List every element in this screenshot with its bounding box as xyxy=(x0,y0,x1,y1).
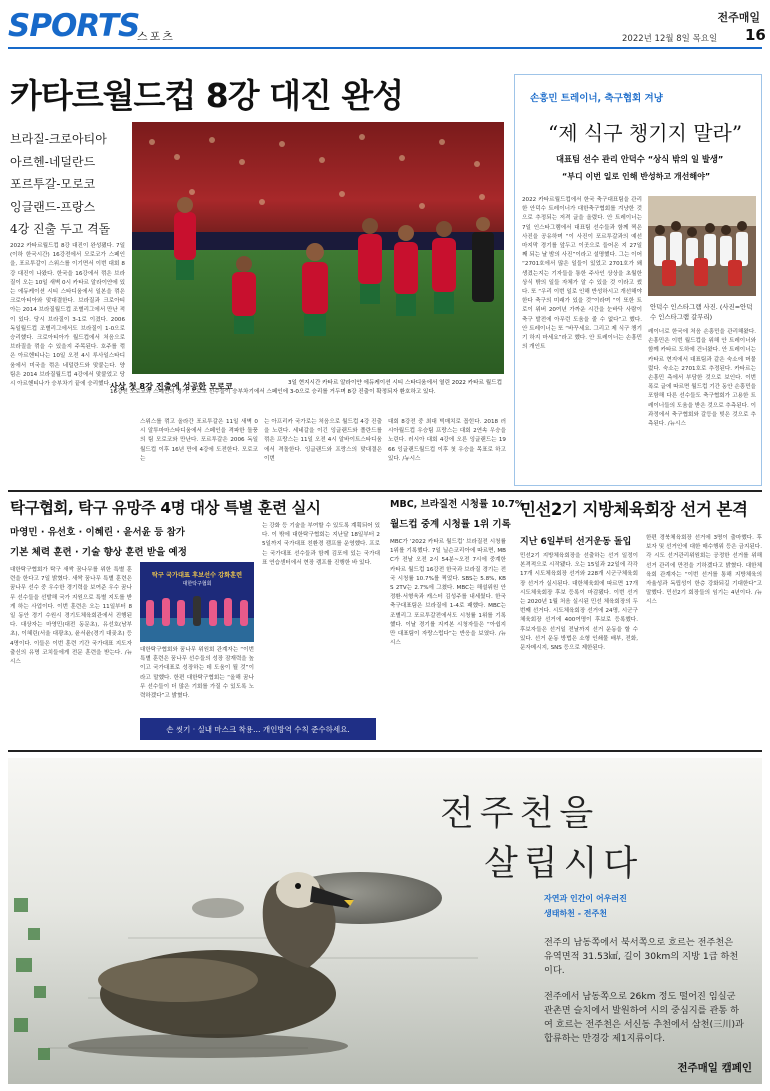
tabletennis-body2: 는 강화 등 기술을 부여할 수 있도록 계획되어 있다. 이 밖에 대한탁구협회는 지난달 18일부터 25일까지 국가대표 친환경 캠프를 운영했다. 프로는 국가대표 선수들과 함께 김포에 있는 국가대표 연습센터에서 현장 캠프를 진행한 바 있다. xyxy=(262,523,380,566)
matchup-item: 4강 진출 두고 격돌 xyxy=(10,222,111,236)
ad-tagline1: 자연과 인간이 어우러진 xyxy=(544,894,627,903)
matchup-item: 포르투갈-모로코 xyxy=(10,177,96,191)
section-title-ko: 스포츠 xyxy=(137,30,175,43)
tabletennis-body3: 대한탁구협회와 꿈나무 위원회 관계자는 “이번 특별 훈련은 꿈나무 선수들의 성장 잠재력을 높이고 국가대표로 성장하는 데 도움이 될 것”이라고 말했다. 한편 대한탁구협회는 “올해 꿈나무 선수들이 더 많은 기회를 가질 수 있도록 노력하겠다”고 밝혔다. xyxy=(140,647,254,700)
tabletennis-body1: 대한탁구협회가 탁구 새싹 꿈나무를 위한 특별 훈련을 한다고 7일 밝혔다. 새싹 꿈나무 특별 훈련은 꿈나무 선수 중 우수한 경기력을 보여준 우수 꿈나무 선수들을 선발해 국가 지원으로 특별 지도를 받게 하는 사업이다. 이번 훈련은 오는 11일부터 8일 동안 경기 수원시 경기도체육회관에서 진행된다. 대상자는 마영민(대전 동문초), 유선호(남부초), 이혜린(서울 대광초), 윤서윤(경기 대곶초) 등 4명이다. 이들은 이번 훈련 기간 국가대표 지도자 출신의 유명 코치들에게 전문 훈련을 받는다. /뉴시스 xyxy=(10,567,132,666)
morocco-celebration-image xyxy=(132,122,504,374)
player-figure xyxy=(209,600,217,626)
lead-body-col4: 대회 8강전 중 최대 빅매치로 꼽힌다. 2018 러시아월드컵 우승팀 프랑스는 대회 2연속 우승을 노린다. 러시아 대회 4강에 오른 잉글랜드는 1966 잉글랜드월드컵 이후 첫 우승을 목표로 하고 있다. /뉴시스 xyxy=(388,419,506,462)
side-sub2: “부디 이번 일로 인해 반성하고 개선해야” xyxy=(562,172,711,181)
page-number: 16 xyxy=(745,26,766,44)
side-photo xyxy=(648,196,756,296)
matchup-item: 잉글랜드-프랑스 xyxy=(10,199,96,214)
matchup-item: 브라질-크로아티아 xyxy=(10,132,107,146)
side-kicker: 손흥민 트레이너, 축구협회 겨냥 xyxy=(530,93,663,104)
ad-paragraph2: 전주에서 남동쪽으로 26km 정도 떨어진 임실군 관촌면 슬치에서 발원하여 시의 중심지를 관통 하여 흐르는 전주천은 서신동 추천에서 삼천(三川)과 합류하는 만경강 제1지류이다. xyxy=(544,991,744,1044)
lead-body-col2: 스위스를 꺾고 올라간 포르투갈은 11일 새벽 0시 알투마마스타디움에서 스페인을 격파한 돌풍의 팀 모로코와 만난다. 포르투갈은 2006 독일월드컵 이후 16년 만에 4강에 도전한다. 모로코는 xyxy=(140,419,258,462)
player-figure xyxy=(146,600,154,626)
player-figure xyxy=(193,596,201,626)
tabletennis-headline: 탁구협회, 탁구 유망주 4명 대상 특별 훈련 실시 xyxy=(10,499,321,517)
ad-sponsor: 전주매일 캠페인 xyxy=(677,1062,752,1074)
paper-name: 전주매일 xyxy=(717,11,760,24)
election-body1: 민선2기 지방체육회장을 선출하는 선거 일정이 본격적으로 시작됐다. 오는 15일과 22일에 각각 17개 시도체육회장 선거와 228개 시군구체육회장 선거가 실시된다. 대한체육회에 따르면 17개 시도체육회장 후보 등록이 마감됐다. 이번 선거는 2020년 1월 처음 실시된 민선 체육회장의 두 번째 선거다. 시도체육회장 선거에 24명, 시군구체육회장 선거에 400여명이 후보로 등록했다. 후보자들은 선거일 전날까지 선거 운동을 할 수 있다. 선거 운동 방법은 소형 인쇄물 배부, 전화, 문자메시지, SNS 등으로 제한된다. xyxy=(520,553,638,652)
tabletennis-sub2: 기본 체력 훈련 · 기술 향상 훈련 받을 예정 xyxy=(10,547,187,558)
ad-tagline2: 생태하천 - 전주천 xyxy=(544,909,607,918)
section-title-en: SPORTS xyxy=(8,8,140,44)
side-body-right: 레이너로 한국에 처음 손흥민을 관리해왔다. 손흥민은 이번 월드컵을 위해 안 트레이너와 함께 카타르 도하에 건너왔다. 안 트레이너는 카타르 현지에서 대표팀과 같은 숙소에 머물렀다. 숙소는 2701호로 추정된다. 카타르는 손흥민 측에서 부담한 것으로 보인다. 이번 폭로 글에 따르면 월드컵 기간 동안 손흥민을 포함해 다른 선수들도 축구협회가 고용한 트레이너들의 도움을 받은 것으로 추측된다. 이 과정에서 축구협회와 갈등을 빚은 것으로 추측된다. /뉴시스 xyxy=(648,329,756,428)
mbc-body: MBC가 ‘2022 카타르 월드컵’ 브라질전 시청률 1위를 기록했다. 7일 닐슨코리아에 따르면, MBC가 전날 오전 2시 54분~오전 7시에 중계한 카타르 월드컵 16강전 한국과 브라질 경기는 전국 시청률 10.7%를 찍었다. SBS는 5.8%, KBS 2TV는 2.7%에 그쳤다. MBC는 해설위원 안정환·서형욱과 캐스터 김성주를 내세웠다. 한국 축구대표팀은 브라질에 1-4로 패했다. MBC는 조별리그 포르투갈전에서도 시청률 1위를 기록했다. 이날 경기를 지켜본 시청자들은 “아쉽지만 대표팀이 자랑스럽다”는 반응을 보였다. /뉴시스 xyxy=(390,539,506,647)
campaign-ad xyxy=(8,758,762,1084)
lead-photo xyxy=(132,122,504,374)
side-photo-caption: 안덕수 인스타그램 사진. (사진=안덕수 인스타그램 갈무리) xyxy=(650,303,753,321)
side-body-left: 2022 카타르월드컵에서 한국 축구대표팀을 관리한 안덕수 트레이너가 대한축구협회를 겨냥한 것으로 추정되는 저격 글을 올렸다. 안 트레이너는 7일 인스타그램에서 대표팀 선수들과 함께 찍은 사진을 공유하며 “이 사진이 포르투갈과의 예선 마지막 경기를 앞두고 이곳으로 들어온 지 27일 째 되는 날 밤의 사진”이라고 설명했다. 그는 이어 “2701호에서 많은 일들이 있었고 2701호가 왜 생겼는지는 기자들을 통한 주사인 상상을 초월한 상식 밖의 일들 자체가 알 수 있을 것 이라고 썼다. 또 “우리 이번 일로 인해 반성하시고 개선해야 한다 축구의 미래가 있을 것”이라며 “이 또한 트로이 위버 20여년 가까운 시간을 눈바닥 사람이 축구 발전에 아무런 도움을 줄 수 없다”고 했다. 안 트레이너는 또 “바꾸세요. 그리고 제 식구 챙기기 하지 마세요”라고 했다. 안 트레이너는 손흥민의 개인트 xyxy=(522,197,642,351)
matchup-list xyxy=(10,128,125,241)
election-kicker: 지난 6일부터 선거운동 돌입 xyxy=(520,537,632,547)
mbc-headline: MBC, 브라질전 시청률 10.7% xyxy=(390,499,525,510)
ad-title-line2: 살립시다 xyxy=(484,844,644,884)
lead-body-col3: 는 아프리카 국가로는 처음으로 월드컵 4강 진출을 노린다. 세네갈을 이긴 잉글랜드와 폴란드를 꺾은 프랑스는 11일 오전 4시 알바이트스타디움에서 격돌한다. 잉글랜드와 프랑스의 맞대결은 이번 xyxy=(264,419,382,462)
tabletennis-banner: 탁구 국가대표 후보선수 강화훈련 xyxy=(151,572,243,579)
election-headline: 민선2기 지방체육회장 선거 본격 xyxy=(520,500,748,519)
masthead-rule xyxy=(8,47,762,49)
player-figure xyxy=(177,600,185,626)
issue-date: 2022년 12월 8일 목요일 xyxy=(622,34,718,44)
mask-banner-text: 손 씻기 · 실내 마스크 착용… 개인방역 수칙 준수하세요. xyxy=(166,724,350,734)
mbc-sub: 월드컵 중계 시청률 1위 기록 xyxy=(390,519,511,530)
ad-paragraph1: 전주의 남동쪽에서 북서쪽으로 흐르는 전주천은 유역면적 31.53㎢, 길이 30km의 지방 1급 하천이다. xyxy=(544,937,739,976)
lead-body-col1: 2022 카타르월드컵 8강 대진이 완성됐다. 7일(이하 한국시간) 16강전에서 모로코가 스페인을, 포르투갈이 스위스를 이기면서 이번 대회 8강 대진이 나왔다. 한국을 16강에서 꺾은 브라질이 오는 10일 새벽 0시 카타르 알라이얀에 있는 에듀케이션 시티 스타디움에서 일본을 꺾은 크로아티아와 맞대결한다. 브라질과 크로아티아는 2014 브라질월드컵 조별리그에서 만난 적이 있다. 당시 브라질이 3-1로 이겼다. 2006 독일월드컵 조별리그에서도 브라질이 1-0으로 승리했다. 크로아티아가 월드컵에서 처음으로 브라질을 꺾을 수 있을지 주목된다. 호주를 꺾은 아르헨티나는 10일 오전 4시 루사일스타디움에서 미국을 꺾은 네덜란드와 맞붙는다. 양 팀은 2014 브라질월드컵 4강에서 맞붙었고 당시 아르헨티나가 승부차기 끝에 승리했다. xyxy=(10,243,125,388)
ad-title-line1: 전주천을 xyxy=(440,794,600,834)
team-photo-image xyxy=(648,196,756,296)
side-quote: “제 식구 챙기지 말라” xyxy=(548,121,743,145)
player-figure xyxy=(162,598,170,626)
tabletennis-photo xyxy=(140,562,254,642)
lead-caption-title: 사상 첫 8강 진출에 성공한 모로코 xyxy=(110,381,233,391)
lead-headline: 카타르월드컵 8강 대진 완성 xyxy=(10,76,404,115)
tabletennis-players xyxy=(146,592,248,626)
player-figure xyxy=(240,600,248,626)
section-logo xyxy=(8,8,140,46)
section-divider xyxy=(8,490,762,492)
player-figure xyxy=(224,598,232,626)
tabletennis-banner-sub: 대한탁구협회 xyxy=(182,581,212,587)
ad-divider xyxy=(8,750,762,752)
matchup-item: 아르헨-네덜란드 xyxy=(10,154,96,169)
election-body2: 한편 경북체육회장 선거에 3명이 출마했다. 후보자 및 선거인에 대한 매수행위 등은 금지된다. 각 시도 선거관리위원회는 공정한 선거를 위해 선거 관리에 만전을 기하겠다고 밝혔다. 대한체육회 관계자는 “이번 선거를 통해 지방체육의 자율성과 독립성이 한층 강화되길 기대한다”고 말했다. 민선2기 회장들의 임기는 4년이다. /뉴시스 xyxy=(646,535,762,606)
tabletennis-sub1: 마영민 · 유선호 · 이혜린 · 윤서윤 등 참가 xyxy=(10,527,185,538)
lead-caption: 3일 현지시간 카타르 알라이얀 에듀케이션 시티 스타디움에서 열린 2022 카타르 월드컵 16강전 모로코와 스페인의 경기. 모로코 선수들이 승부차기에서 스페인에 3-0으로 승리를 거두며 8강 진출이 확정되자 환호하고 있다. xyxy=(110,380,502,396)
side-sub1: 대표팀 선수 관리 안덕수 “상식 밖의 일 발생” xyxy=(556,154,724,164)
mask-banner xyxy=(140,718,376,740)
